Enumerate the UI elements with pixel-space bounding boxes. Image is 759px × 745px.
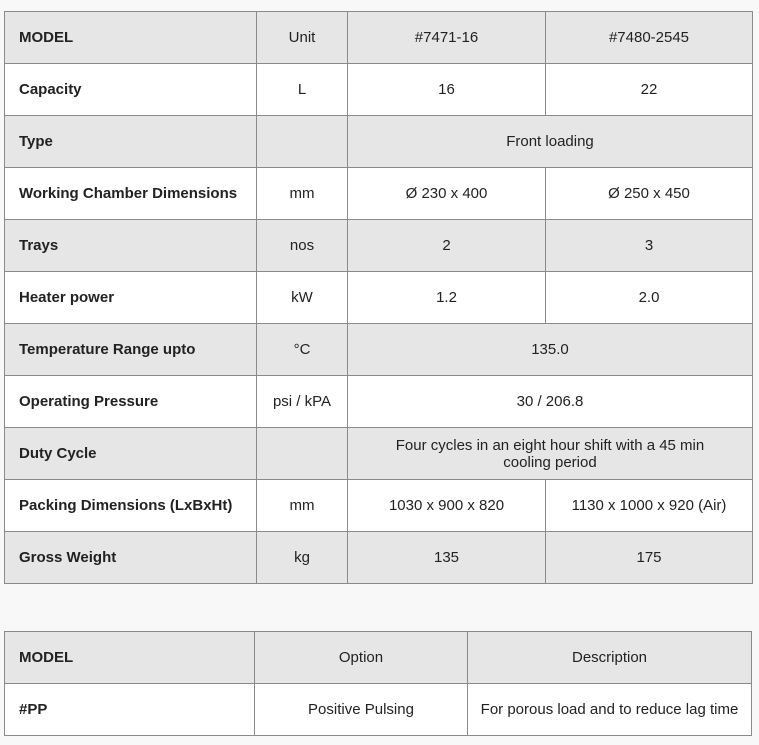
- row-unit: °C: [257, 324, 348, 376]
- row-value-1: 135: [348, 532, 546, 584]
- row-value-2: 175: [546, 532, 753, 584]
- row-label: Operating Pressure: [5, 376, 257, 428]
- option-model: #PP: [5, 684, 255, 736]
- row-value-2: 2.0: [546, 272, 753, 324]
- row-label: Type: [5, 116, 257, 168]
- table-row-working-chamber-dimensions: [5, 168, 753, 220]
- header-model-7471-16: #7471-16: [348, 12, 546, 64]
- specifications-table: [4, 11, 753, 584]
- row-label: Trays: [5, 220, 257, 272]
- header-model: MODEL: [5, 632, 255, 684]
- row-unit: mm: [257, 480, 348, 532]
- row-label: Heater power: [5, 272, 257, 324]
- row-value-1: 2: [348, 220, 546, 272]
- row-value-2: 22: [546, 64, 753, 116]
- options-row-pp: [5, 684, 752, 736]
- header-description: Description: [468, 632, 752, 684]
- row-value-2: 1130 x 1000 x 920 (Air): [546, 480, 753, 532]
- row-value-1: 1030 x 900 x 820: [348, 480, 546, 532]
- table-row-capacity: [5, 64, 753, 116]
- row-unit: nos: [257, 220, 348, 272]
- row-unit: kg: [257, 532, 348, 584]
- row-value-merged: Front loading: [348, 116, 753, 168]
- row-unit: mm: [257, 168, 348, 220]
- row-value-merged: 30 / 206.8: [348, 376, 753, 428]
- options-table: [4, 631, 752, 736]
- row-value-1: Ø 230 x 400: [348, 168, 546, 220]
- row-label: Working Chamber Dimensions: [5, 168, 257, 220]
- row-unit: L: [257, 64, 348, 116]
- row-label: Capacity: [5, 64, 257, 116]
- row-value-merged: 135.0: [348, 324, 753, 376]
- option-description: For porous load and to reduce lag time: [468, 684, 752, 736]
- table-row-heater-power: [5, 272, 753, 324]
- row-value-2: Ø 250 x 450: [546, 168, 753, 220]
- table-row-gross-weight: [5, 532, 753, 584]
- row-label: Duty Cycle: [5, 428, 257, 480]
- table-row-duty-cycle: [5, 428, 753, 480]
- header-model: MODEL: [5, 12, 257, 64]
- row-value-merged: [348, 428, 753, 480]
- row-unit: [257, 428, 348, 480]
- row-unit: psi / kPA: [257, 376, 348, 428]
- header-option: Option: [255, 632, 468, 684]
- options-header-row: [5, 632, 752, 684]
- row-label: Gross Weight: [5, 532, 257, 584]
- duty-cycle-line-1: Four cycles in an eight hour shift with a 45 min: [395, 436, 705, 454]
- option-name: Positive Pulsing: [255, 684, 468, 736]
- row-value-1: 16: [348, 64, 546, 116]
- row-value-1: 1.2: [348, 272, 546, 324]
- row-label: Packing Dimensions (LxBxHt): [5, 480, 257, 532]
- table-header-row: [5, 12, 753, 64]
- row-unit: kW: [257, 272, 348, 324]
- table-row-packing-dimensions: [5, 480, 753, 532]
- table-row-trays: [5, 220, 753, 272]
- row-label: Temperature Range upto: [5, 324, 257, 376]
- table-row-operating-pressure: [5, 376, 753, 428]
- table-row-temperature-range: [5, 324, 753, 376]
- duty-cycle-line-2: cooling period: [503, 453, 597, 471]
- row-unit: [257, 116, 348, 168]
- table-row-type: [5, 116, 753, 168]
- header-unit: Unit: [257, 12, 348, 64]
- row-value-2: 3: [546, 220, 753, 272]
- header-model-7480-2545: #7480-2545: [546, 12, 753, 64]
